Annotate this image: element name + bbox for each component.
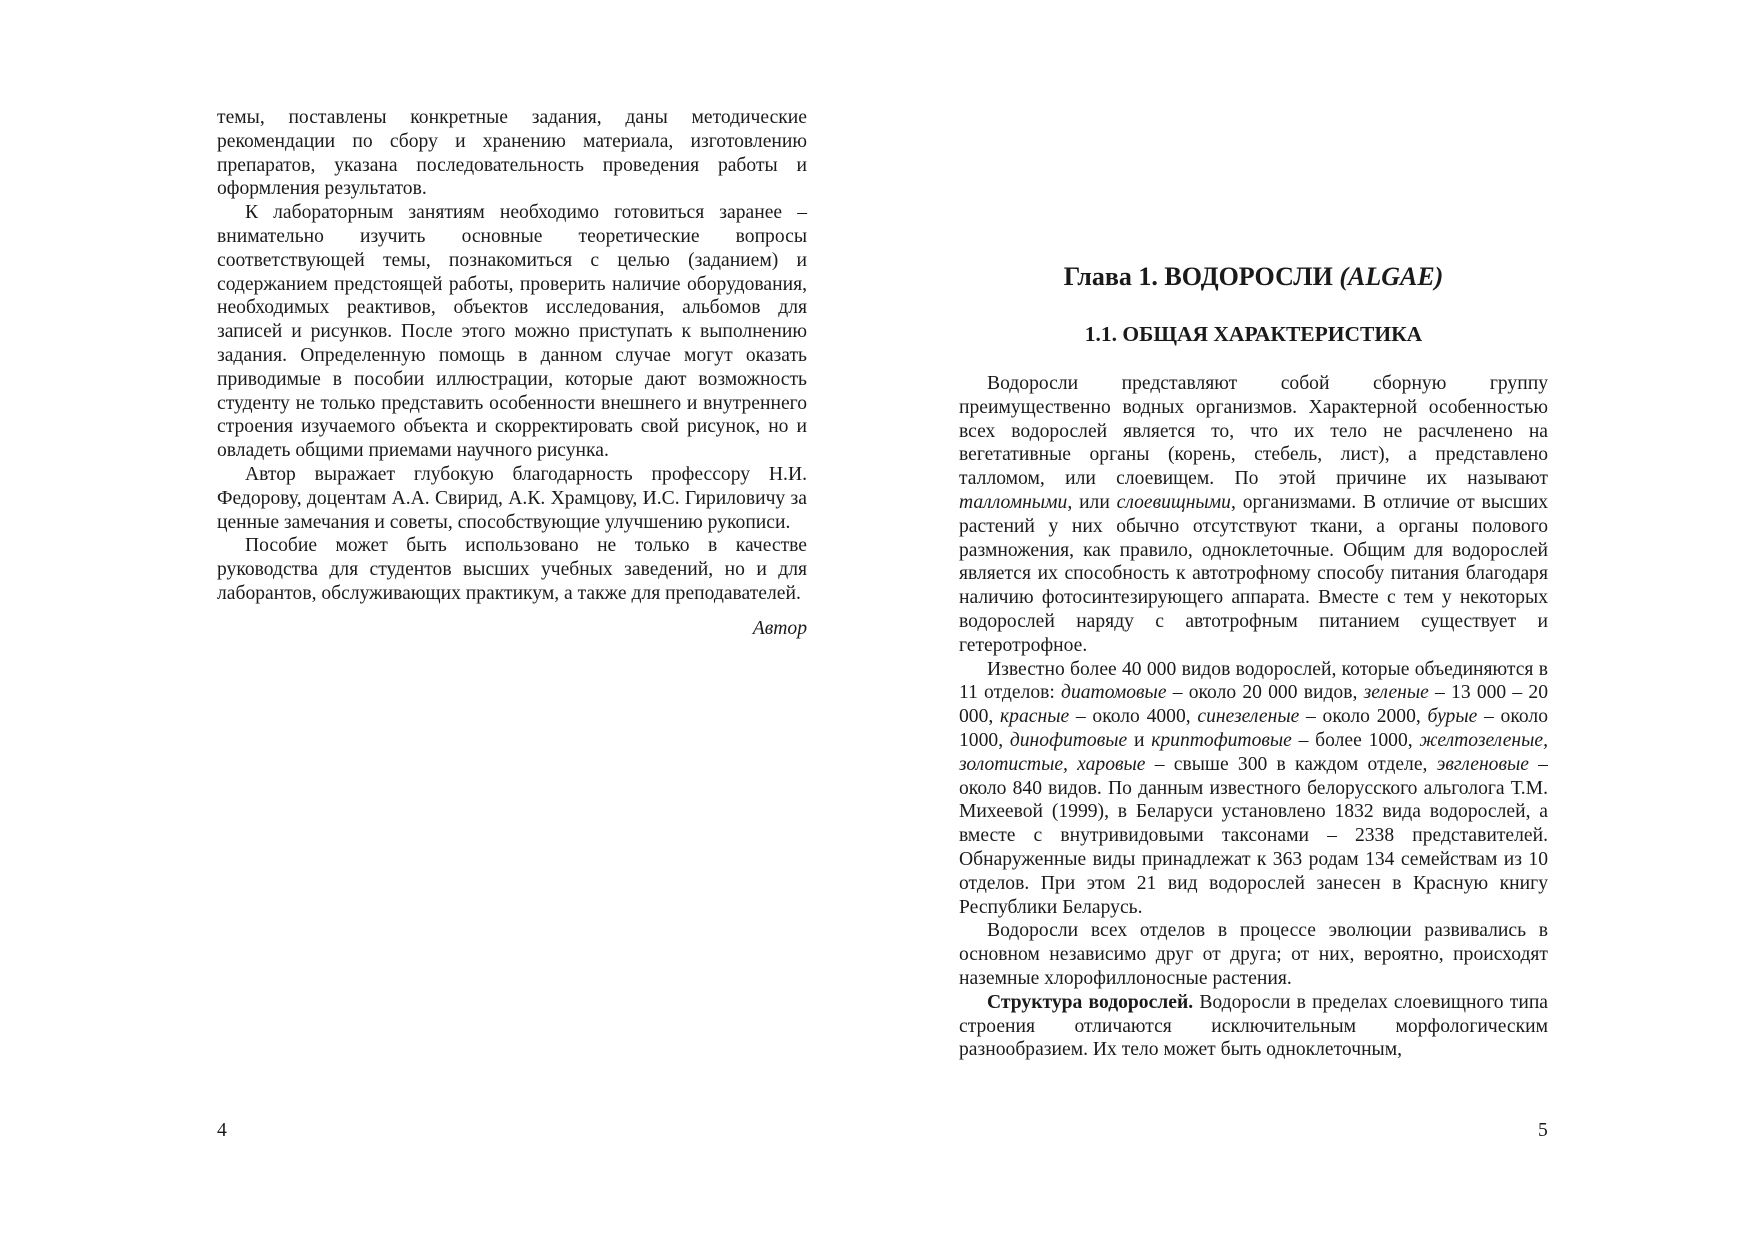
p2-term: эвгленовые [1436, 753, 1529, 775]
left-paragraph-2: К лабораторным занятиям необходимо готовиться заранее – внимательно изучить основные теоретические вопросы соответствующей темы, познакомиться с целью (заданием) и содержанием предстоящей работы, проверить наличие оборудования, необходимых реактивов, объектов исследования, альбомов для записей и рисунков. После этого можно приступать к выполнению задания. Определенную помощь в данном случае могут оказать приводимые в пособии иллюстрации, которые дают возможность студенту не только представить особенности внешнего и внутреннего строения изучаемого объекта и скорректировать свой рисунок, но и овладеть общими приемами научного рисунка. [217, 202, 807, 462]
p2-term: диатомовые [1061, 682, 1167, 704]
right-page [877, 0, 1755, 1240]
chapter-title [959, 261, 1548, 293]
page-number-right: 5 [1538, 1120, 1548, 1141]
right-paragraph-4 [959, 991, 1548, 1062]
p1-term-sloevish: слоевищными [1116, 491, 1231, 513]
left-text-column [217, 106, 807, 641]
p2-text: и [1127, 729, 1152, 751]
section-title: 1.1. ОБЩАЯ ХАРАКТЕРИСТИКА [1084, 322, 1423, 346]
p2-term: динофитовые [1009, 729, 1128, 751]
p4-text: Водоросли в пределах слоевищного типа строения отличаются исключительным морфологическим разнообразием. Их тело может быть одноклеточным, [959, 991, 1548, 1061]
p2-text: – свыше 300 в каждом отделе, [1145, 753, 1437, 775]
chapter-title-main: Глава 1. ВОДОРОСЛИ [1063, 262, 1340, 291]
p2-text: – около 4000, [1069, 706, 1198, 728]
p2-text: – около 2000, [1299, 706, 1428, 728]
p2-term: желтозеленые, золотистые, харовые [959, 729, 1548, 775]
left-paragraph-3: Автор выражает глубокую благодарность профессору Н.И. Федорову, доцентам А.А. Свирид, А.К. Храмцову, И.С. Гириловичу за ценные замечания и советы, способствующие улучшению рукописи. [217, 463, 807, 533]
p2-text: – около 840 видов. По данным известного белорусского альголога Т.М. Михеевой (1999), в Беларуси установлено 1832 вида водорослей, а вместе с внутривидовыми таксонами – 2338 представителей. Обнаруженные виды принадлежат к 363 родам 134 семействам из 10 отделов. При этом 21 вид водорослей занесен в Красную книгу Республики Беларусь. [959, 753, 1548, 918]
author-signature: Автор [752, 617, 807, 639]
p2-text: – около 20 000 видов, [1166, 682, 1364, 704]
p2-term: зеленые [1363, 682, 1429, 704]
p1-text-c: , или [1067, 491, 1117, 513]
p2-text: – более 1000, [1291, 729, 1420, 751]
p2-term: синезеленые [1197, 706, 1300, 728]
left-paragraph-1: темы, поставлены конкретные задания, даны методические рекомендации по сбору и хранению материала, изготовлению препаратов, указана последовательность проведения работы и оформления результатов. [217, 107, 807, 200]
chapter-title-latin: (ALGAE) [1339, 262, 1444, 291]
page-number-left: 4 [217, 1120, 227, 1141]
p2-text: Известно более 40 000 видов водорослей, которые объединяются в 11 отделов: [959, 658, 1548, 704]
left-page [0, 0, 877, 1240]
p1-term-thallom: талломными [959, 491, 1068, 513]
right-text-column [959, 261, 1548, 1062]
p4-heading-bold: Структура водорослей. [987, 991, 1194, 1013]
p2-term: красные [1000, 706, 1070, 728]
left-paragraph-4: Пособие может быть использовано не только в качестве руководства для студентов высших учебных заведений, но и для лаборантов, обслуживающих практикум, а также для преподавателей. [217, 535, 807, 604]
p2-term: бурые [1427, 706, 1478, 728]
p2-text: – 13 000 – 20 000, [959, 682, 1549, 728]
p2-term: криптофитовые [1151, 729, 1292, 751]
right-paragraph-3: Водоросли всех отделов в процессе эволюции развивались в основном независимо друг от друга; от них, вероятно, происходят наземные хлорофиллоносные растения. [959, 920, 1548, 989]
right-paragraph-1 [959, 372, 1548, 658]
p2-text: – около 1000, [959, 706, 1548, 751]
p1-text-a: Водоросли представляют собой сборную группу преимущественно водных организмов. Характерной особенностью всех водорослей является то, что их тело не расчленено на вегетативные органы (корень, стебель, лист), а представлено талломом, или слоевищем. По этой причине их называют [959, 373, 1548, 490]
right-paragraph-2 [959, 658, 1548, 920]
p1-text-e: , организмами. В отличие от высших растений у них обычно отсутствуют ткани, а органы полового размножения, как правило, одноклеточные. Общим для водорослей является их способность к автотрофному способу питания благодаря наличию фотосинтезирующего аппарата. Вместе с тем у некоторых водорослей наряду с автотрофным питанием существует и гетеротрофное. [959, 491, 1548, 656]
